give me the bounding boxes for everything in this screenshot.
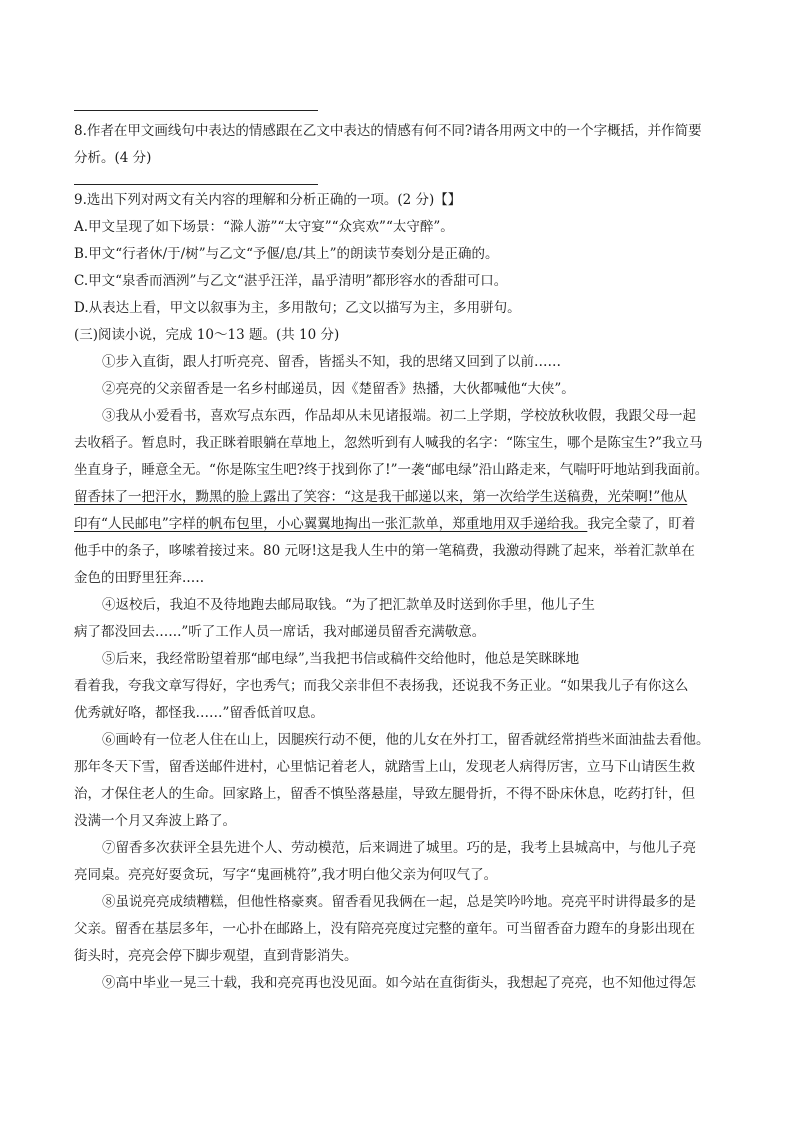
paragraph-1: ①步入直街，跟人打听亮亮、留香，皆摇头不知，我的思绪又回到了以前…… — [102, 354, 561, 370]
question-9-option-c: C.甲文“泉香而酒洌”与乙文“湛乎汪洋，晶乎清明”都形容水的香甜可口。 — [74, 273, 508, 289]
paragraph-6-line-4: 没满一个月又奔波上路了。 — [74, 813, 236, 829]
section-3-heading: (三)阅读小说，完成 10～13 题。(共 10 分) — [74, 327, 340, 343]
question-9-option-d: D.从表达上看，甲文以叙事为主，多用散句；乙文以描写为主，多用骈句。 — [74, 300, 521, 316]
paragraph-6-line-2: 那年冬天下雪，留香送邮件进村，心里惦记着老人，就踏雪上山，发现老人病得厉害，立马下山请医生救 — [74, 759, 695, 775]
paragraph-3-line-5 — [74, 511, 722, 538]
question-9-option-b: B.甲文“行者休/于/树”与乙文“予偃/息/其上”的朗读节奏划分是正确的。 — [74, 246, 499, 262]
paragraph-8-line-1: ⑧虽说亮亮成绩糟糕，但他性格豪爽。留香看见我俩在一起，总是笑吟吟地。亮亮平时讲得最多的是 — [102, 894, 696, 910]
question-9-option-a: A.甲文呈现了如下场景：“滁人游”“太守宴”“众宾欢”“太守醉”。 — [74, 219, 454, 235]
paragraph-8-line-2: 父亲。留香在基层多年，一心扑在邮路上，没有陪亮亮度过完整的童年。可当留香奋力蹬车的身影出现在 — [74, 921, 695, 937]
paragraph-5-line-3: 优秀就好咯，都怪我……”留香低首叹息。 — [74, 705, 324, 721]
question-9-stem: 9.选出下列对两文有关内容的理解和分析正确的一项。(2 分)【】 — [74, 192, 462, 208]
paragraph-3-line-3: 坐直身子，睡意全无。“你是陈宝生吧?终于找到你了!”一袭“邮电绿”沿山路走来，气喘吁吁地站到我面前。 — [74, 462, 709, 478]
paragraph-3-line-5-rest: 我完全蒙了，盯着 — [587, 516, 696, 532]
paragraph-8-line-3: 街头时，亮亮会停下脚步观望，直到背影消失。 — [74, 948, 358, 964]
paragraph-3-line-7: 金色的田野里狂奔.…. — [74, 570, 205, 586]
paragraph-5-line-2: 看着我，夸我文章写得好，字也秀气；而我父亲非但不表扬我，还说我不务正业。“如果我儿子有你这么 — [74, 678, 689, 694]
paragraph-6-line-1: ⑥画岭有一位老人住在山上，因腿疾行动不便，他的儿女在外打工，留香就经常捎些米面油盐去看他。 — [102, 732, 710, 748]
paragraph-9-line-1: ⑨高中毕业一晃三十载，我和亮亮再也没见面。如今站在直街街头，我想起了亮亮，也不知他过得怎 — [102, 975, 696, 991]
question-8-line-2: 分析。(4 分) — [74, 150, 152, 166]
answer-line — [74, 184, 318, 185]
paragraph-5-line-1: ⑤后来，我经常盼望着那“邮电绿”,当我把书信或稿件交给他时，他总是笑眯眯地 — [102, 651, 580, 667]
paragraph-3-line-2: 去收稻子。暂息时，我正眯着眼躺在草地上，忽然听到有人喊我的名字：“陈宝生，哪个是陈宝生?”我立马 — [74, 435, 703, 451]
paragraph-4-line-2: 病了都没回去.…..”听了工作人员一席话，我对邮递员留香充满敬意。 — [74, 624, 486, 640]
document-page — [74, 96, 722, 997]
paragraph-6-line-3: 治，才保住老人的生命。回家路上，留香不慎坠落悬崖，导致左腿骨折，不得不卧床休息，吃药打针，但 — [74, 786, 695, 802]
paragraph-3-underlined-end: 印有“人民邮电”字样的帆布包里，小心翼翼地掏出一张汇款单，郑重地用双手递给我。 — [74, 516, 588, 532]
question-8-line-1: 8.作者在甲文画线句中表达的情感跟在乙文中表达的情感有何不同?请各用两文中的一个字概括，并作简要 — [74, 123, 702, 139]
paragraph-3-underlined-sentence: 留香抹了一把汗水，黝黑的脸上露出了笑容：“这是我干邮递以来，第一次给学生送稿费，光荣啊!”他从 — [74, 489, 688, 505]
paragraph-3-line-6: 他手中的条子，哆嗦着接过来。80 元呀!这是我人生中的第一笔稿费，我激动得跳了起来，举着汇款单在 — [74, 543, 695, 559]
paragraph-7-line-2: 亮同桌。亮亮好耍贪玩，写字“鬼画桃符”,我才明白他父亲为何叹气了。 — [74, 867, 498, 883]
paragraph-3-line-1: ③我从小爱看书，喜欢写点东西，作品却从未见诸报端。初二上学期，学校放秋收假，我跟父母一起 — [102, 408, 696, 424]
paragraph-2: ②亮亮的父亲留香是一名乡村邮递员，因《楚留香》热播，大伙都喊他“大侠”。 — [102, 381, 575, 397]
answer-line — [74, 110, 318, 111]
paragraph-4-line-1: ④返校后，我迫不及待地跑去邮局取钱。“为了把汇款单及时送到你手里，他儿子生 — [102, 597, 595, 613]
paragraph-7-line-1: ⑦留香多次获评全县先进个人、劳动模范，后来调进了城里。巧的是，我考上县城高中，与他儿子亮 — [102, 840, 696, 856]
